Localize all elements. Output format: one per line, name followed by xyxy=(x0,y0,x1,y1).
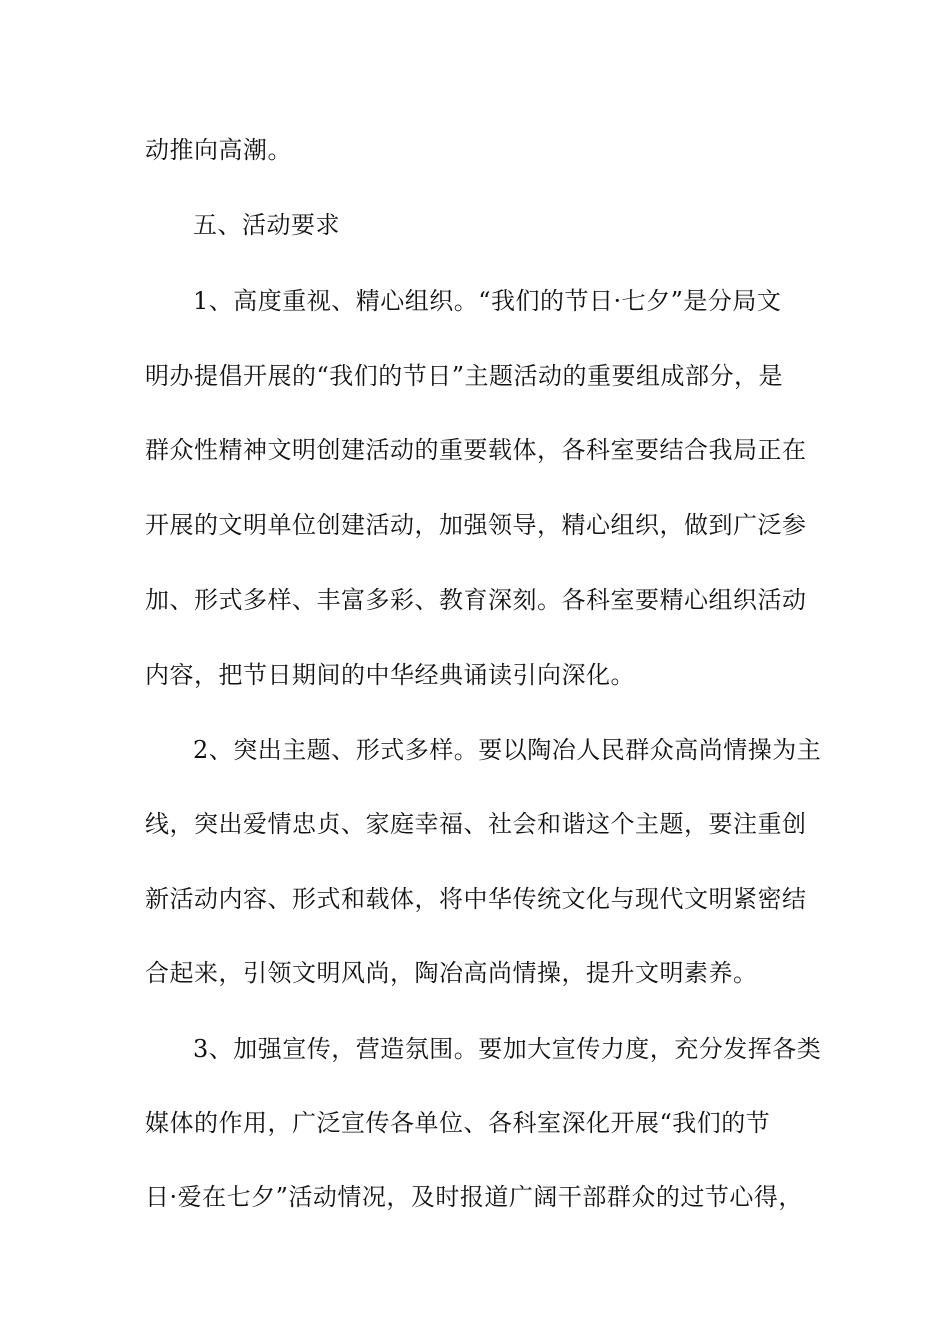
section-heading: 五、活动要求 xyxy=(193,211,340,239)
text-line: 线，突出爱情忠贞、家庭幸福、社会和谐这个主题，要注重创 xyxy=(145,810,807,838)
text-line: 动推向高潮。 xyxy=(145,136,292,164)
text-line: 媒体的作用，广泛宣传各单位、各科室深化开展“我们的节 xyxy=(145,1109,771,1137)
text-line: 加、形式多样、丰富多彩、教育深刻。各科室要精心组织活动 xyxy=(145,586,807,614)
text-line: 3、加强宣传，营造氛围。要加大宣传力度，充分发挥各类 xyxy=(193,1035,822,1063)
text-line: 2、突出主题、形式多样。要以陶冶人民群众高尚情操为主 xyxy=(193,736,822,764)
text-line: 内容，把节日期间的中华经典诵读引向深化。 xyxy=(145,661,635,689)
text-line: 合起来，引领文明风尚，陶冶高尚情操，提升文明素养。 xyxy=(145,959,758,987)
text-line: 明办提倡开展的“我们的节日”主题活动的重要组成部分，是 xyxy=(145,362,784,390)
text-line: 开展的文明单位创建活动，加强领导，精心组织，做到广泛参 xyxy=(145,511,807,539)
text-line: 日·爱在七夕”活动情况，及时报道广阔干部群众的过节心得， xyxy=(145,1183,803,1211)
text-line: 群众性精神文明创建活动的重要载体，各科室要结合我局正在 xyxy=(145,436,807,464)
text-line: 新活动内容、形式和载体，将中华传统文化与现代文明紧密结 xyxy=(145,885,807,913)
text-line: 1、高度重视、精心组织。“我们的节日·七夕”是分局文 xyxy=(193,287,782,315)
